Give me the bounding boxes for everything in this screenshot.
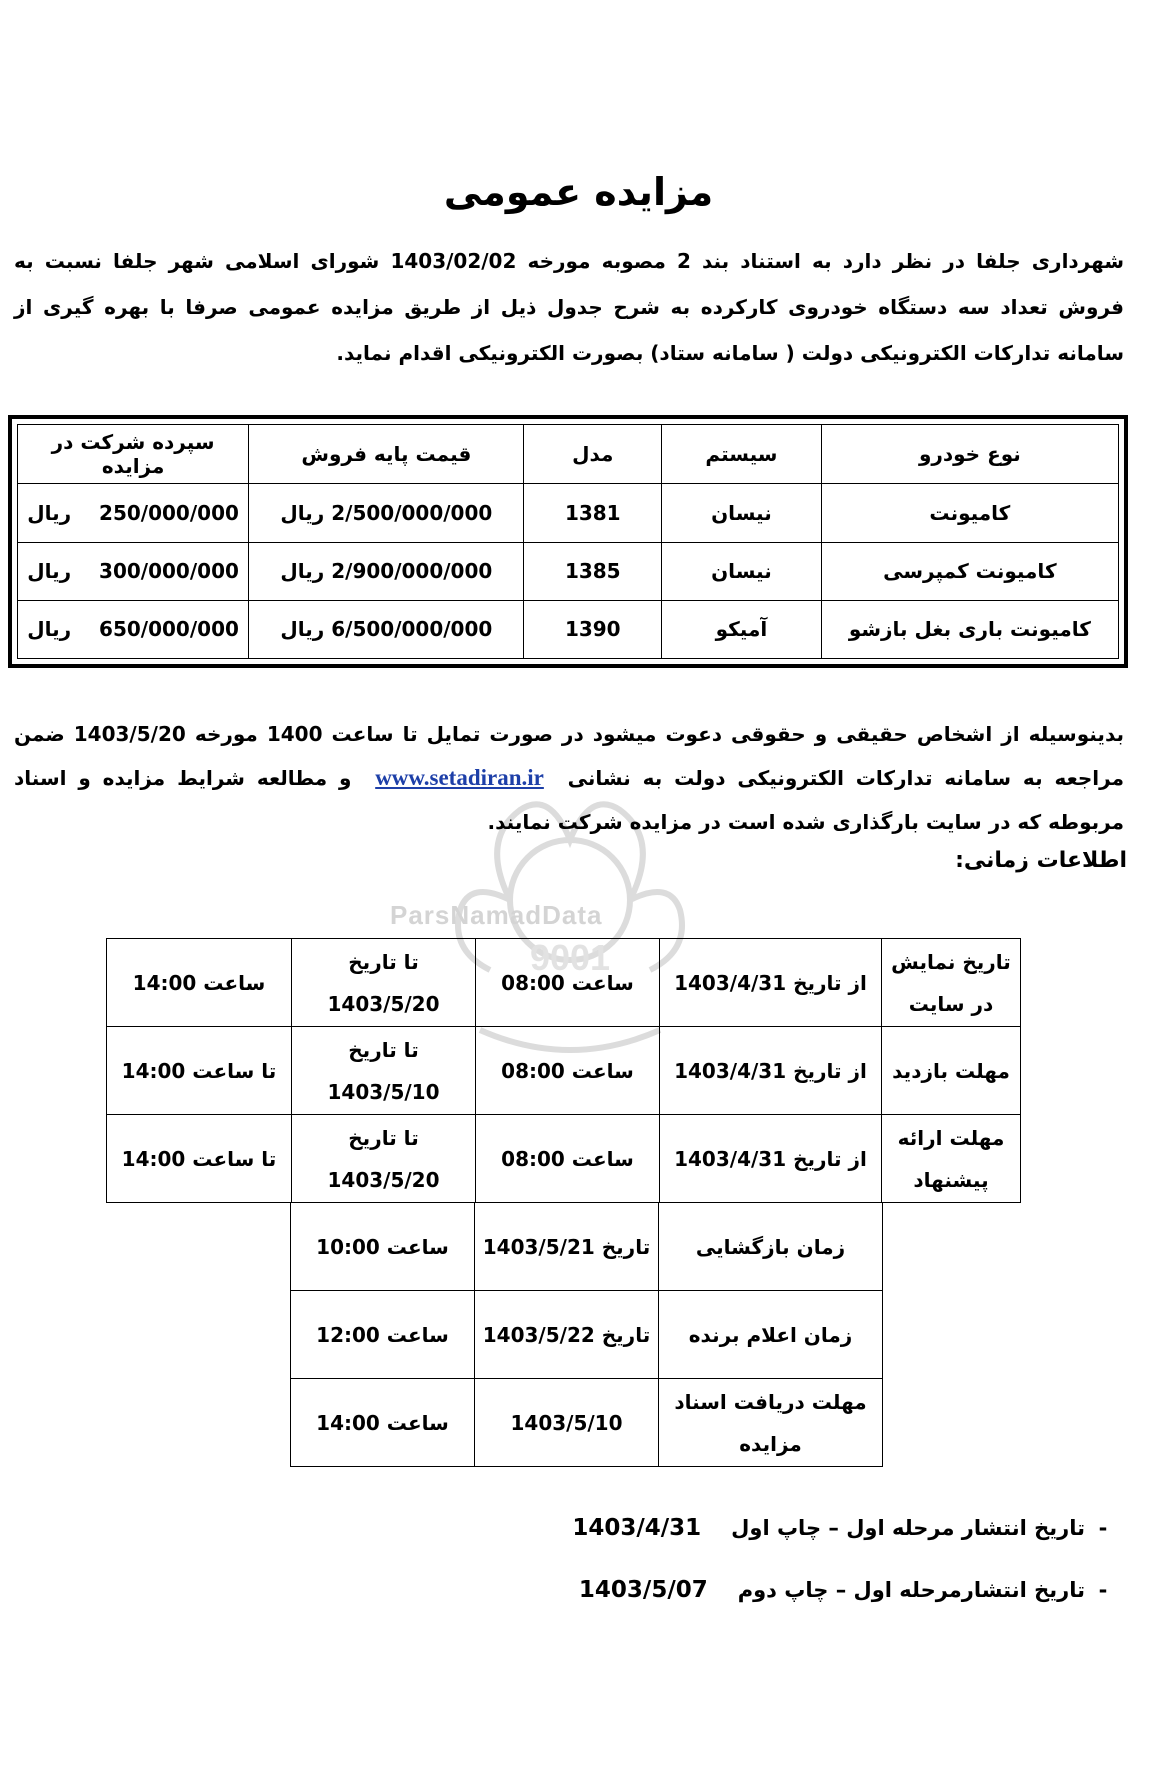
- from-date: از تاریخ 1403/4/31: [660, 1115, 882, 1203]
- to-date: تا تاریخ 1403/5/20: [292, 1115, 476, 1203]
- from-time: ساعت 08:00: [476, 1115, 660, 1203]
- schedule-label: زمان اعلام برنده: [659, 1291, 883, 1379]
- vehicle-system: نیسان: [662, 542, 822, 600]
- header-cell: نوع خودرو: [821, 425, 1118, 484]
- svg-text:9001: 9001: [529, 937, 611, 978]
- table-row: [107, 1115, 1021, 1203]
- to-date: تا تاریخ 1403/5/10: [292, 1027, 476, 1115]
- vehicle-type: کامیونت کمپرسی: [821, 542, 1118, 600]
- vehicle-model: 1381: [524, 484, 662, 542]
- from-time: ساعت 08:00: [476, 939, 660, 1027]
- bullet-dash: -: [1098, 1516, 1108, 1540]
- base-price-cell: [249, 542, 524, 600]
- schedule-date: 1403/5/10: [475, 1379, 659, 1467]
- from-time: ساعت 08:00: [476, 1027, 660, 1115]
- to-time: تا ساعت 14:00: [107, 1115, 292, 1203]
- currency-label: ریال: [27, 559, 72, 584]
- table-row: [18, 600, 1119, 658]
- publication-item: [572, 1515, 1121, 1541]
- schedule-time: ساعت 14:00: [291, 1379, 475, 1467]
- schedule-label: مهلت دریافت اسناد مزایده: [659, 1379, 883, 1467]
- table-row: [18, 542, 1119, 600]
- schedule-time: ساعت 12:00: [291, 1291, 475, 1379]
- header-cell: قیمت پایه فروش: [249, 425, 524, 484]
- invitation-paragraph: [14, 712, 1124, 844]
- page-title: مزایده عمومی: [443, 170, 714, 214]
- publication-item: [579, 1577, 1121, 1603]
- table-row: [291, 1291, 883, 1379]
- currency-label: ریال: [27, 500, 72, 525]
- from-date: از تاریخ 1403/4/31: [660, 939, 882, 1027]
- time-label: تاریخ نمایش در سایت: [882, 939, 1021, 1027]
- deposit-cell: [18, 484, 249, 542]
- schedule-date: تاریخ 1403/5/22: [475, 1291, 659, 1379]
- deposit: 300/000/000: [99, 559, 239, 584]
- vehicle-type: کامیونت باری بغل بازشو: [821, 600, 1118, 658]
- time-label: مهلت بازدید: [882, 1027, 1021, 1115]
- setadiran-link[interactable]: www.setadiran.ir: [375, 765, 544, 790]
- time-label: مهلت ارائه پیشنهاد: [882, 1115, 1021, 1203]
- base-price-cell: [249, 600, 524, 658]
- publication-label: تاریخ انتشارمرحله اول – چاپ دوم: [737, 1578, 1085, 1602]
- table-row: [107, 1027, 1021, 1115]
- base-price-cell: [249, 484, 524, 542]
- vehicle-model: 1390: [524, 600, 662, 658]
- header-cell: سیستم: [662, 425, 822, 484]
- base-price: 2/900/000/000: [331, 559, 493, 584]
- vehicle-model: 1385: [524, 542, 662, 600]
- header-cell: سپرده شرکت در مزایده: [18, 425, 249, 484]
- header-cell: مدل: [524, 425, 662, 484]
- invitation-text-end: و مطالعه شرایط مزایده و اسناد مربوطه که در سایت بارگذاری شده است در مزایده شرکت نمایند.: [14, 766, 1124, 834]
- watermark-text: ParsNamadData: [390, 900, 603, 930]
- table-row: [18, 484, 1119, 542]
- publication-date: 1403/5/07: [578, 1577, 708, 1603]
- currency-label: ریال: [280, 559, 325, 584]
- publication-label: تاریخ انتشار مرحله اول – چاپ اول: [731, 1516, 1085, 1540]
- deposit: 250/000/000: [99, 500, 239, 525]
- to-time: ساعت 14:00: [107, 939, 292, 1027]
- vehicle-type: کامیونت: [821, 484, 1118, 542]
- intro-paragraph: شهرداری جلفا در نظر دارد به استناد بند 2 مصوبه مورخه 1403/02/02 شورای اسلامی شهر جلفا نسبت به فروش تعداد سه دستگاه خودروی کارکرده به شرح جدول ذیل از طریق مزایده عمومی صرفا با بهره گیری از سامانه تدارکات الکترونیکی دولت ( سامانه ستاد) بصورت الکترونیکی اقدام نماید.: [14, 249, 1124, 365]
- deposit-cell: [18, 600, 249, 658]
- base-price: 2/500/000/000: [331, 500, 493, 525]
- vehicle-system: نیسان: [662, 484, 822, 542]
- deposit: 650/000/000: [99, 617, 239, 642]
- table-row: [291, 1203, 883, 1291]
- from-date: از تاریخ 1403/4/31: [660, 1027, 882, 1115]
- schedule-label: زمان بازگشایی: [659, 1203, 883, 1291]
- bullet-dash: -: [1098, 1578, 1108, 1602]
- table-header-row: [18, 425, 1119, 484]
- schedule-table: [290, 1202, 883, 1467]
- currency-label: ریال: [280, 617, 325, 642]
- to-date: تا تاریخ 1403/5/20: [292, 939, 476, 1027]
- deposit-cell: [18, 542, 249, 600]
- base-price: 6/500/000/000: [331, 617, 493, 642]
- to-time: تا ساعت 14:00: [107, 1027, 292, 1115]
- table-row: [291, 1379, 883, 1467]
- schedule-time: ساعت 10:00: [291, 1203, 475, 1291]
- vehicle-table: [17, 424, 1119, 659]
- publication-date: 1403/4/31: [572, 1515, 702, 1541]
- time-info-heading: اطلاعات زمانی:: [955, 848, 1127, 873]
- currency-label: ریال: [280, 500, 325, 525]
- time-table: [106, 938, 1021, 1203]
- invitation-text: بدینوسیله از اشخاص حقیقی و حقوقی دعوت میشود در صورت تمایل تا ساعت 1400 مورخه 1403/5/20 ضمن مراجعه به سامانه تدارکات الکترونیکی دولت به نشانی: [14, 722, 1124, 790]
- currency-label: ریال: [27, 617, 72, 642]
- vehicle-table-frame: [8, 415, 1128, 668]
- table-row: [107, 939, 1021, 1027]
- schedule-date: تاریخ 1403/5/21: [475, 1203, 659, 1291]
- vehicle-system: آمیکو: [662, 600, 822, 658]
